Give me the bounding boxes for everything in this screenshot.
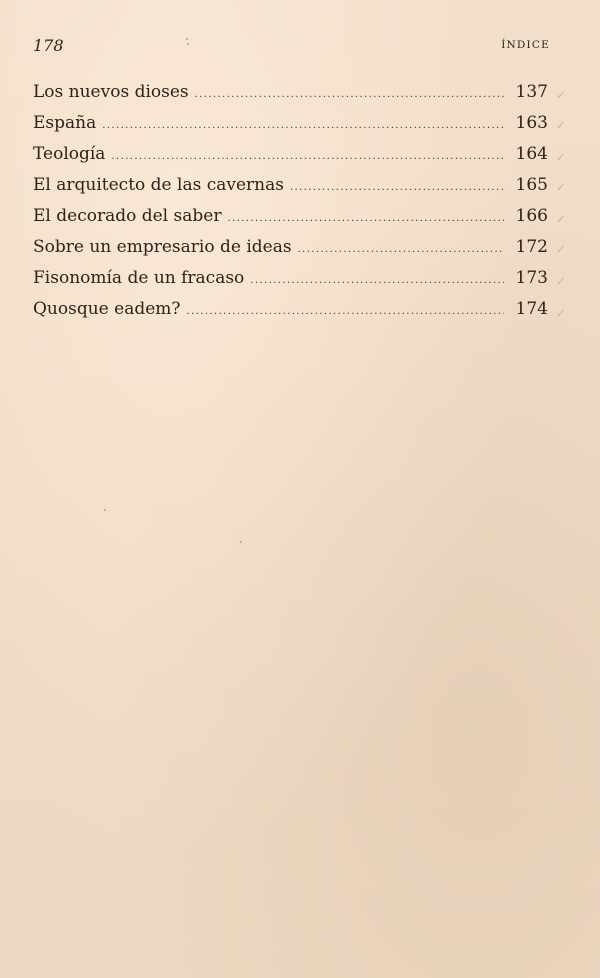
toc-entry-page: 174	[515, 299, 548, 319]
toc-entry-title: Los nuevos dioses	[33, 82, 189, 102]
toc-entry	[33, 237, 548, 268]
toc-entry	[33, 113, 548, 144]
toc-entry	[33, 82, 548, 113]
toc-entry-title: El decorado del saber	[33, 206, 222, 226]
dot-leader	[298, 244, 504, 255]
pencil-mark: ✓	[556, 180, 567, 194]
toc-entry	[33, 175, 548, 206]
toc-entry-title: España	[33, 113, 97, 133]
paper-speck	[104, 509, 106, 511]
toc-entry-page: 163	[515, 113, 548, 133]
toc-entry-title: Quosque eadem?	[33, 299, 181, 319]
pencil-mark: ✓	[556, 212, 567, 226]
paper-speck	[240, 541, 242, 543]
page-header	[33, 36, 550, 58]
page-number: 178	[33, 36, 64, 55]
toc-entry-page: 173	[515, 268, 548, 288]
running-head: ÍNDICE	[501, 39, 550, 51]
pencil-mark: ✓	[556, 274, 567, 288]
pencil-mark: ✓	[556, 242, 567, 256]
toc-entry-page: 137	[515, 82, 548, 102]
toc-entry	[33, 206, 548, 237]
dot-leader	[250, 275, 504, 286]
dot-leader	[195, 89, 504, 100]
toc-entry-title: El arquitecto de las cavernas	[33, 175, 284, 195]
dot-leader	[102, 120, 504, 131]
toc-entry	[33, 144, 548, 175]
toc-entry-page: 172	[515, 237, 548, 257]
toc-entry-page: 166	[515, 206, 548, 226]
table-of-contents	[33, 82, 548, 330]
toc-entry-page: 164	[515, 144, 548, 164]
dot-leader	[290, 182, 504, 193]
dot-leader	[111, 151, 504, 162]
toc-entry-title: Fisonomía de un fracaso	[33, 268, 245, 288]
paper-speck	[187, 43, 189, 45]
paper-speck	[186, 38, 188, 40]
toc-entry-title: Sobre un empresario de ideas	[33, 237, 292, 257]
pencil-mark: ✓	[556, 88, 567, 102]
toc-entry-page: 165	[515, 175, 548, 195]
toc-entry-title: Teología	[33, 144, 106, 164]
toc-entry	[33, 268, 548, 299]
pencil-mark: ✓	[556, 118, 567, 132]
pencil-mark: ✓	[556, 306, 567, 320]
dot-leader	[187, 306, 504, 317]
pencil-mark: ✓	[556, 150, 567, 164]
toc-entry	[33, 299, 548, 330]
dot-leader	[227, 213, 504, 224]
